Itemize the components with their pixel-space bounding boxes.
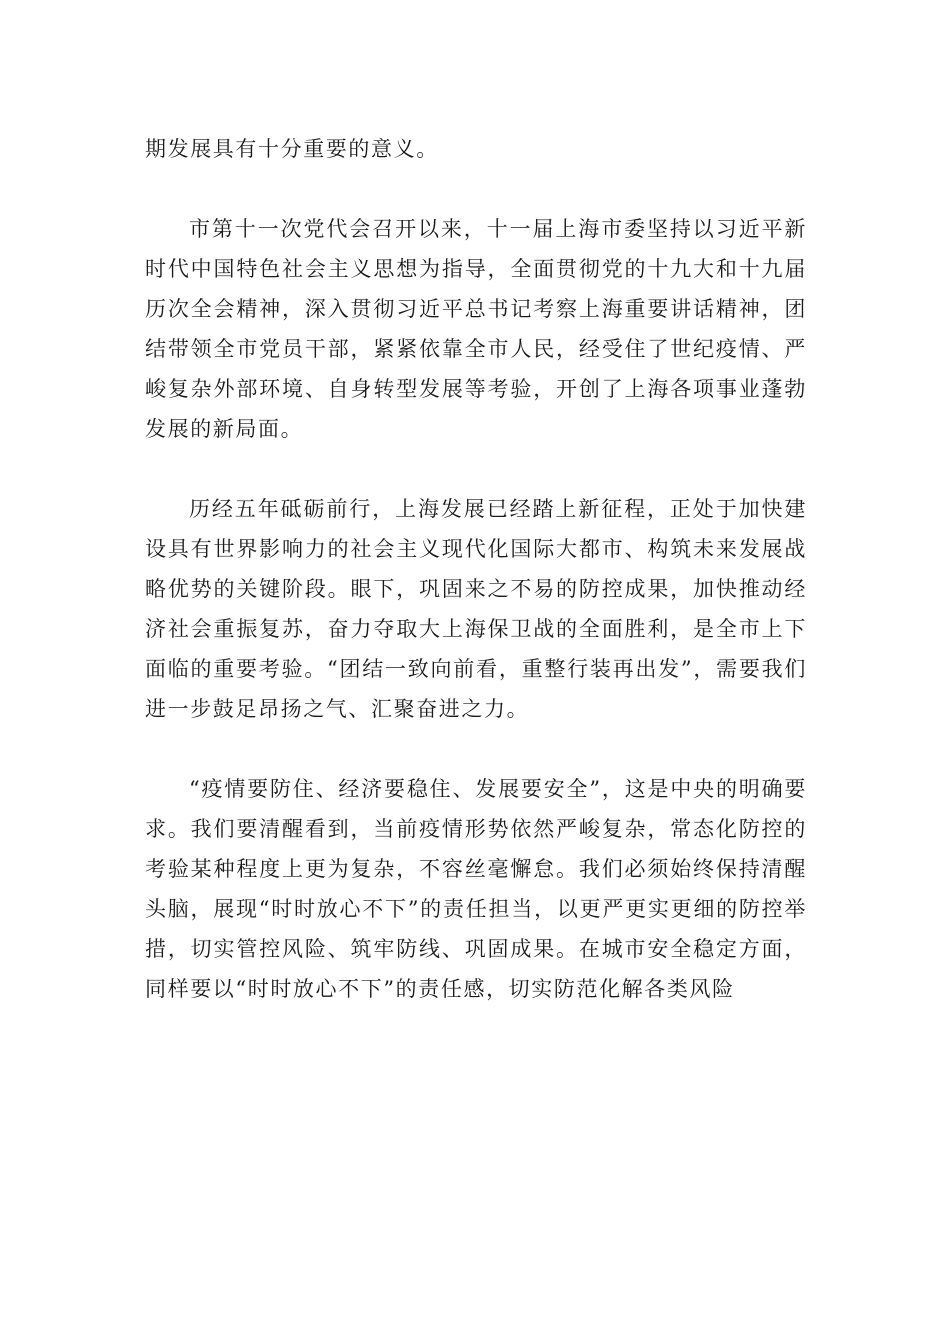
document-body xyxy=(145,129,807,1009)
paragraph-continuation: 期发展具有十分重要的意义。 xyxy=(145,137,439,161)
paragraph-epidemic-requirements: “疫情要防住、经济要稳住、发展要安全”，这是中央的明确要求。我们要清醒看到，当前疫情形势依然严峻复杂，常态化防控的考验某种程度上更为复杂，不容丝毫懈怠。我们必须始终保持清醒头脑，展现“时时放心不下”的责任担当，以更严更实更细的防控举措，切实管控风险、筑牢防线、巩固成果。在城市安全稳定方面，同样要以“时时放心不下”的责任感，切实防范化解各类风险 xyxy=(145,777,807,1001)
paragraph-new-journey: 历经五年砥砺前行，上海发展已经踏上新征程，正处于加快建设具有世界影响力的社会主义现代化国际大都市、构筑未来发展战略优势的关键阶段。眼下，巩固来之不易的防控成果，加快推动经济社会重振复苏，奋力夺取大上海保卫战的全面胜利，是全市上下面临的重要考验。“团结一致向前看，重整行装再出发”，需要我们进一步鼓足昂扬之气、汇聚奋进之力。 xyxy=(145,497,807,721)
paragraph-party-congress: 市第十一次党代会召开以来，十一届上海市委坚持以习近平新时代中国特色社会主义思想为指导，全面贯彻党的十九大和十九届历次全会精神，深入贯彻习近平总书记考察上海重要讲话精神，团结带领全市党员干部，紧紧依靠全市人民，经受住了世纪疫情、严峻复杂外部环境、自身转型发展等考验，开创了上海各项事业蓬勃发展的新局面。 xyxy=(145,217,807,441)
